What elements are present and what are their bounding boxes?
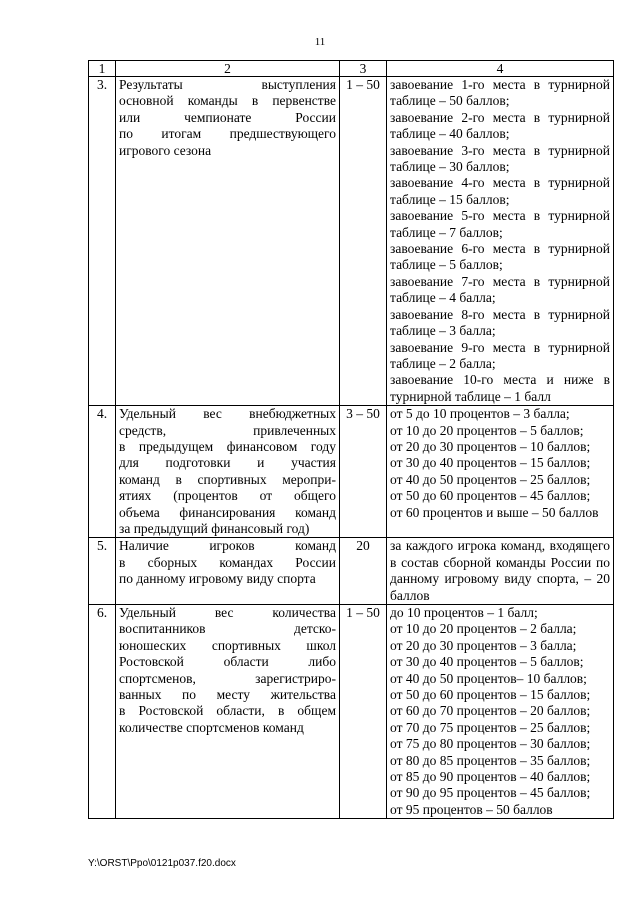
scoring-item: от 75 до 80 процентов – 30 баллов; xyxy=(390,736,591,752)
criterion-description xyxy=(116,77,340,406)
column-header-3: 3 xyxy=(340,61,387,77)
description-line: Удельный вес количества xyxy=(119,605,336,620)
row-number: 3. xyxy=(89,77,116,406)
scoring-rules xyxy=(387,605,614,819)
criteria-table xyxy=(88,60,614,819)
row-number: 4. xyxy=(89,406,116,538)
scoring-item: от 20 до 30 процентов – 3 балла; xyxy=(390,637,577,653)
points-range: 1 – 50 xyxy=(340,605,387,819)
description-line: по итогам предшествующего xyxy=(119,126,336,142)
description-line: Наличие игроков команд xyxy=(119,538,336,554)
row-number: 5. xyxy=(89,538,116,605)
description-line: Удельный вес внебюджетных xyxy=(119,406,336,422)
page-number: 11 xyxy=(314,36,326,48)
description-line: юношеских спортивных школ xyxy=(119,637,336,653)
scoring-item: от 20 до 30 процентов – 10 баллов; xyxy=(390,438,591,454)
scoring-item: от 70 до 75 процентов – 25 баллов; xyxy=(390,719,591,735)
scoring-item: от 60 до 70 процентов – 20 баллов; xyxy=(390,703,591,719)
scoring-item: завоевание 1-го места в турнирной таблице – 50 баллов; xyxy=(390,77,610,109)
scoring-item: завоевание 7-го места в турнирной таблице – 4 балла; xyxy=(390,273,610,306)
scoring-item: за каждого игрока команд, входящего в состав сборной команды России по данному игровому виду спорта, – 20 баллов xyxy=(390,538,610,603)
scoring-item: завоевание 3-го места в турнирной таблице – 30 баллов; xyxy=(390,142,610,175)
scoring-rules xyxy=(387,406,614,538)
description-line: ятиях (процентов от общего xyxy=(119,488,336,504)
table-row xyxy=(89,605,614,819)
description-line: основной команды в первенстве xyxy=(119,93,336,109)
description-line: команд в спортивных меропри- xyxy=(119,471,336,487)
scoring-item: завоевание 2-го места в турнирной таблице – 40 баллов; xyxy=(390,109,610,142)
scoring-item: завоевание 4-го места в турнирной таблице – 15 баллов; xyxy=(390,175,610,207)
scoring-item: от 10 до 20 процентов – 5 баллов; xyxy=(390,422,584,438)
description-line: Результаты выступления xyxy=(119,77,336,92)
table-header-row xyxy=(89,61,614,77)
scoring-item: от 80 до 85 процентов – 35 баллов; xyxy=(390,752,591,768)
scoring-item: от 40 до 50 процентов– 10 баллов; xyxy=(390,670,587,686)
description-line: воспитанников детско- xyxy=(119,621,336,637)
description-line: по данному игровому виду спорта xyxy=(119,571,316,587)
column-header-4: 4 xyxy=(387,61,614,77)
criterion-description xyxy=(116,605,340,819)
description-line: средств, привлеченных xyxy=(119,422,336,438)
criterion-description xyxy=(116,538,340,605)
description-line: Ростовской области либо xyxy=(119,654,336,670)
file-path-footer: Y:\ORST\Ppo\0121p037.f20.docx xyxy=(88,858,236,869)
criterion-description xyxy=(116,406,340,538)
description-line: игрового сезона xyxy=(119,142,212,158)
scoring-rules xyxy=(387,538,614,605)
points-range: 20 xyxy=(340,538,387,605)
table-body xyxy=(89,77,614,819)
description-line: количестве спортсменов команд xyxy=(119,719,304,735)
description-line: объема финансирования команд xyxy=(119,504,336,520)
scoring-item: до 10 процентов – 1 балл; xyxy=(390,605,538,620)
description-line: для подготовки и участия xyxy=(119,455,336,471)
description-line: в сборных командах России xyxy=(119,554,336,570)
column-header-2: 2 xyxy=(116,61,340,77)
description-line: или чемпионате России xyxy=(119,109,336,125)
scoring-item: от 90 до 95 процентов – 45 баллов; xyxy=(390,785,591,801)
scoring-item: от 85 до 90 процентов – 40 баллов; xyxy=(390,769,591,785)
scoring-item: завоевание 9-го места в турнирной таблице – 2 балла; xyxy=(390,339,610,371)
scoring-item: от 60 процентов и выше – 50 баллов xyxy=(390,504,599,520)
column-header-1: 1 xyxy=(89,61,116,77)
description-line: в Ростовской области, в общем xyxy=(119,703,336,719)
scoring-item: завоевание 8-го места в турнирной таблице – 3 балла; xyxy=(390,306,610,339)
scoring-item: завоевание 10-го места и ниже в турнирной таблице – 1 балл xyxy=(390,372,610,404)
table-row xyxy=(89,77,614,406)
points-range: 3 – 50 xyxy=(340,406,387,538)
table-row xyxy=(89,406,614,538)
scoring-item: от 30 до 40 процентов – 15 баллов; xyxy=(390,455,591,471)
points-range: 1 – 50 xyxy=(340,77,387,406)
description-line: ванных по месту жительства xyxy=(119,687,336,703)
description-line: за предыдущий финансовый год) xyxy=(119,520,310,536)
scoring-item: от 5 до 10 процентов – 3 балла; xyxy=(390,406,570,422)
description-line: спортсменов, зарегистриро- xyxy=(119,670,336,686)
row-number: 6. xyxy=(89,605,116,819)
description-line: в предыдущем финансовом году xyxy=(119,438,336,454)
scoring-item: от 40 до 50 процентов – 25 баллов; xyxy=(390,471,591,487)
table-row xyxy=(89,538,614,605)
scoring-item: от 50 до 60 процентов – 15 баллов; xyxy=(390,687,591,703)
scoring-item: от 10 до 20 процентов – 2 балла; xyxy=(390,621,577,637)
scoring-item: от 50 до 60 процентов – 45 баллов; xyxy=(390,488,591,504)
scoring-item: от 95 процентов – 50 баллов xyxy=(390,801,553,817)
scoring-item: завоевание 6-го места в турнирной таблице – 5 баллов; xyxy=(390,241,610,273)
scoring-item: завоевание 5-го места в турнирной таблице – 7 баллов; xyxy=(390,208,610,240)
scoring-item: от 30 до 40 процентов – 5 баллов; xyxy=(390,654,584,670)
scoring-rules xyxy=(387,77,614,406)
